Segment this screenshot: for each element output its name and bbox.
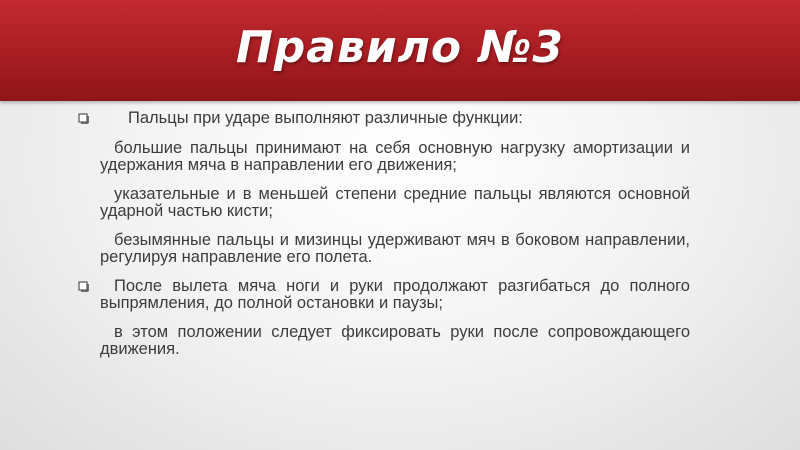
bullet-paragraph: [78, 278, 690, 312]
slide-body: [78, 110, 690, 370]
paragraph-text: Пальцы при ударе выполняют различные функции:: [128, 109, 523, 127]
title-bar: [0, 0, 800, 101]
paragraph-text: в этом положении следует фиксировать руки после сопровождающего движения.: [100, 323, 690, 358]
slide-title: Правило №3: [235, 22, 564, 73]
sub-paragraph: [78, 324, 690, 358]
hollow-square-bullet-icon: [78, 113, 89, 124]
paragraph-text: безымянные пальцы и мизинцы удерживают мяч в боковом направлении, регулируя направление его полета.: [100, 231, 690, 266]
sub-paragraph: [78, 140, 690, 174]
sub-paragraph: [78, 232, 690, 266]
bullet-paragraph: [78, 110, 690, 127]
paragraph-text: После вылета мяча ноги и руки продолжают разгибаться до полного выпрямления, до полной остановки и паузы;: [100, 277, 690, 312]
hollow-square-bullet-icon: [78, 281, 89, 292]
paragraph-text: большие пальцы принимают на себя основную нагрузку амортизации и удержания мяча в направлении его движения;: [100, 139, 690, 174]
paragraph-text: указательные и в меньшей степени средние пальцы являются основной ударной частью кисти;: [100, 185, 690, 220]
sub-paragraph: [78, 186, 690, 220]
